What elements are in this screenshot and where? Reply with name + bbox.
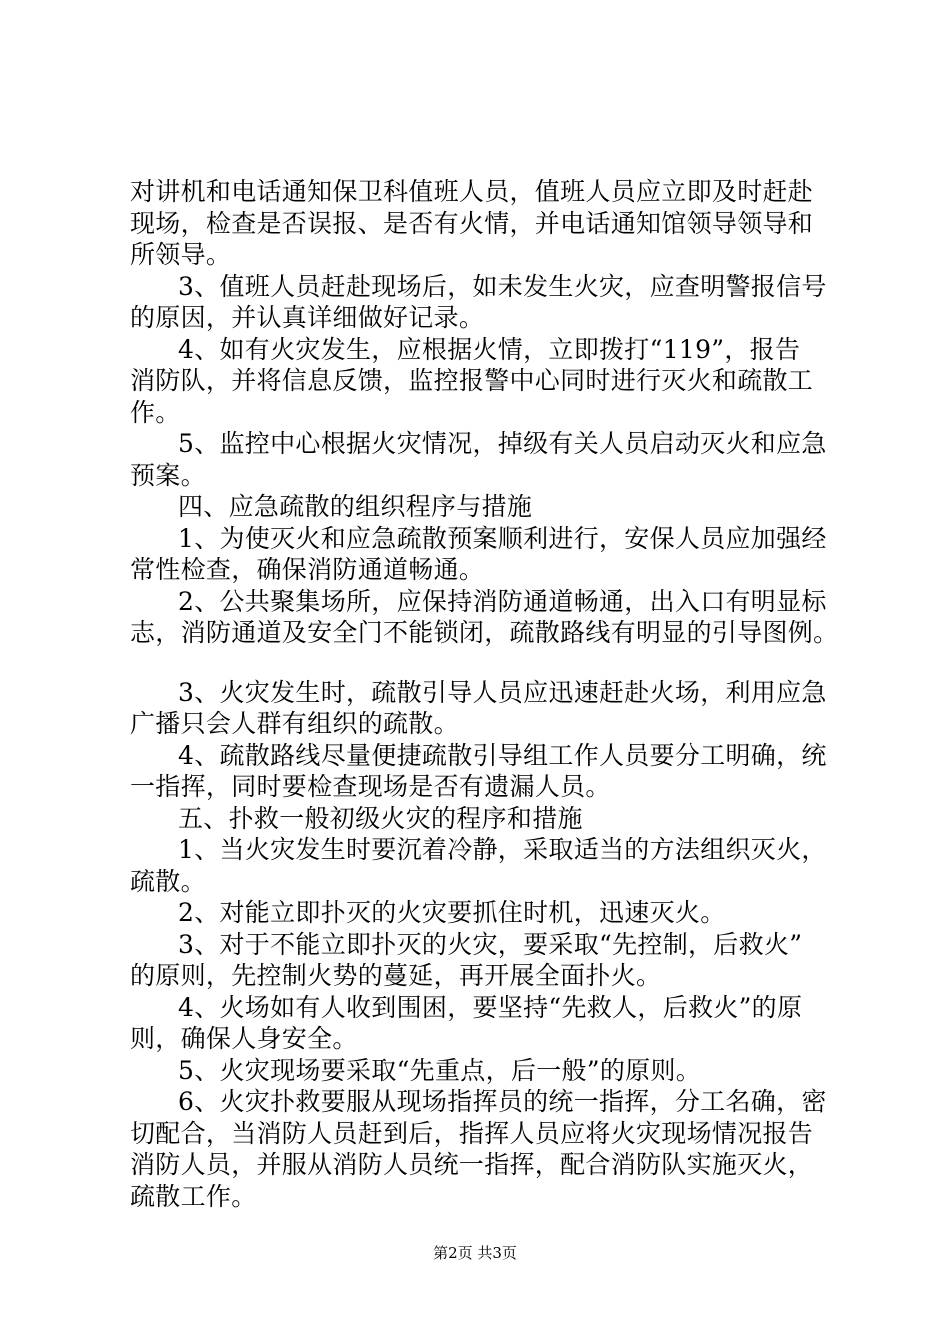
- section-heading: 五、扑救一般初级火灾的程序和措施: [178, 803, 583, 833]
- text-line: 疏散工作。: [130, 1181, 257, 1211]
- paragraph-start: 3、火灾发生时，疏散引导人员应迅速赶赴火场，利用应急: [178, 677, 827, 707]
- paragraph-start: 5、监控中心根据火灾情况，掉级有关人员启动灭火和应急: [178, 429, 827, 458]
- text-line: 广播只会人群有组织的疏散。: [130, 709, 459, 738]
- paragraph-start: 3、对于不能立即扑灭的火灾，要采取“先控制，后救火”: [178, 929, 803, 959]
- paragraph-start: 2、对能立即扑灭的火灾要抓住时机，迅速灭火。: [178, 898, 726, 927]
- paragraph-start: 4、火场如有人收到围困，要坚持“先救人，后救火”的原: [178, 992, 803, 1022]
- text-line: 的原因，并认真详细做好记录。: [130, 303, 485, 332]
- text-line: 预案。: [130, 460, 206, 490]
- paragraph-start: 1、为使灭火和应急疏散预案顺利进行，安保人员应加强经: [178, 523, 827, 553]
- paragraph-start: 6、火灾扑救要服从现场指挥员的统一指挥，分工名确，密: [178, 1087, 827, 1116]
- paragraph-start: 3、值班人员赶赴现场后，如未发生火灾，应查明警报信号: [178, 271, 827, 301]
- section-heading: 四、应急疏散的组织程序与措施: [178, 492, 533, 521]
- text-line: 作。: [130, 397, 181, 427]
- paragraph-start: 5、火灾现场要采取“先重点，后一般”的原则。: [178, 1055, 702, 1085]
- text-line: 则，确保人身安全。: [130, 1024, 358, 1053]
- text-line: 所领导。: [130, 240, 232, 269]
- paragraph-start: 4、疏散路线尽量便捷疏散引导组工作人员要分工明确，统: [178, 740, 827, 770]
- paragraph-start: 4、如有火灾发生，应根据火情，立即拨打“119”，报告: [178, 334, 801, 364]
- text-line: 的原则，先控制火势的蔓延，再开展全面扑火。: [130, 961, 662, 990]
- document-body: [130, 176, 839, 1212]
- text-line: 常性检查，确保消防通道畅通。: [130, 555, 485, 584]
- text-line: 对讲机和电话通知保卫科值班人员，值班人员应立即及时赶赴: [130, 177, 814, 206]
- text-line: 切配合，当消防人员赶到后，指挥人员应将火灾现场情况报告: [130, 1118, 814, 1148]
- text-line: 现场，检查是否误报、是否有火情，并电话通知馆领导领导和: [130, 208, 814, 238]
- text-line: 消防人员，并服从消防人员统一指挥，配合消防队实施灭火，: [130, 1150, 814, 1179]
- text-line: 志，消防通道及安全门不能锁闭，疏散路线有明显的引导图例。: [130, 618, 839, 647]
- paragraph-start: 2、公共聚集场所，应保持消防通道畅通，出入口有明显标: [178, 586, 827, 616]
- text-line: 消防队，并将信息反馈，监控报警中心同时进行灭火和疏散工: [130, 366, 814, 395]
- page-footer: 第2页 共3页: [433, 1244, 517, 1262]
- blank-line: [130, 649, 830, 677]
- text-line: 一指挥，同时要检查现场是否有遗漏人员。: [130, 772, 611, 801]
- paragraph-start: 1、当火灾发生时要沉着冷静，采取适当的方法组织灭火，: [178, 835, 827, 864]
- text-line: 疏散。: [130, 866, 206, 896]
